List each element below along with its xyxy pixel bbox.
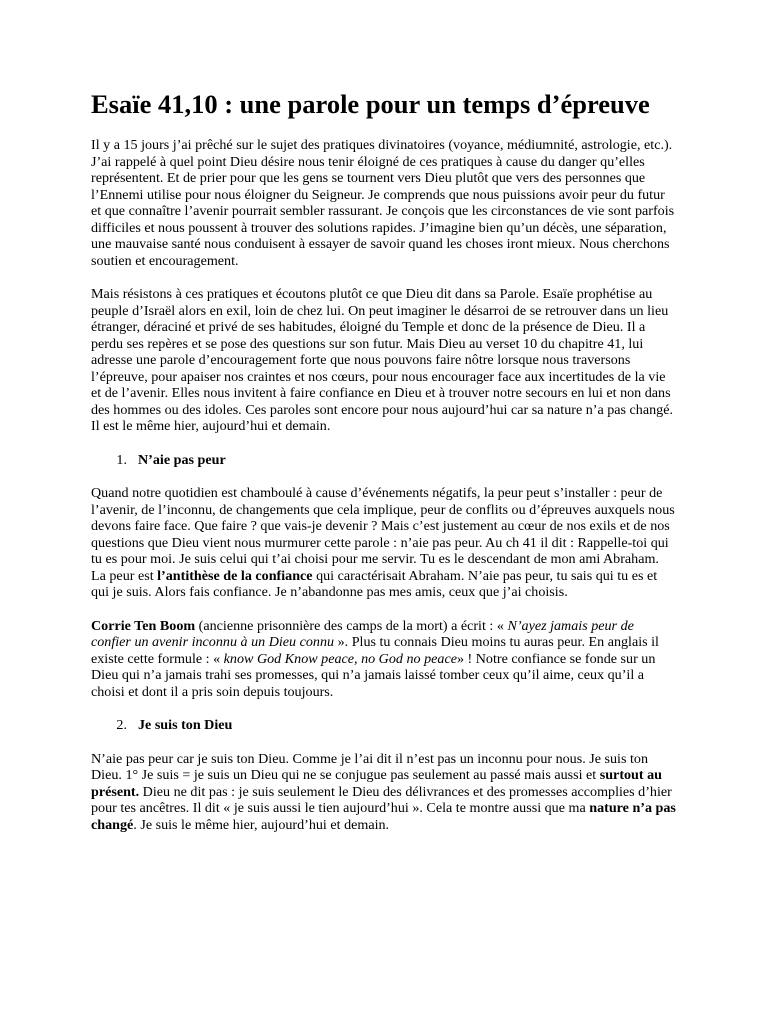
section-heading-2 xyxy=(91,717,677,734)
section-number-2: 2. xyxy=(116,717,127,733)
section-title-1: N’aie pas peur xyxy=(138,451,226,468)
paragraph-corrie-text-c: » ! Notre confiance se fonde sur un Dieu qui n’a jamais trahi ses promesses, qui n’a jamais laissé tomber ceux qu’il aime, ceux qu’il a choisi et dont il a pris soin depuis toujours. xyxy=(91,650,656,700)
paragraph-context: Mais résistons à ces pratiques et écoutons plutôt ce que Dieu dit dans sa Parole. Esaïe prophétise au peuple d’Israël alors en exil, loin de chez lui. On peut imaginer le désarroi de se retrouver dans un lieu étranger, déraciné et privé de ses habitudes, éloigné du Temple et donc de la présence de Dieu. Il a perdu ses repères et se pose des questions sur son futur. Mais Dieu au verset 10 du chapitre 41, lui adresse une parole d’encouragement forte que nous pouvons faire nôtre lorsque nous traversons l’épreuve, pour apaiser nos craintes et nos cœurs, pour nous encourager face aux incertitudes de la vie et de l’avenir. Elles nous invitent à faire confiance en Dieu et à trouver notre secours en lui et non dans des hommes ou des idoles. Ces paroles sont encore pour nous aujourd’hui car sa nature n’a pas changé. Il est le même hier, aujourd’hui et demain. xyxy=(91,286,673,434)
paragraph-god-text-a: N’aie pas peur car je suis ton Dieu. Comme je l’ai dit il n’est pas un inconnu pour nous. Je suis ton Dieu. 1° Je suis = je suis un Dieu qui ne se conjugue pas seulement au passé mais aussi et xyxy=(91,750,648,783)
paragraph-god-bold-2: nature n’a pas changé xyxy=(91,800,676,833)
section-heading-1 xyxy=(91,452,677,469)
author-name: Corrie Ten Boom xyxy=(91,617,196,634)
quote-english: know God Know peace, no God no peace xyxy=(223,650,457,667)
paragraph-god-bold-1: surtout au présent. xyxy=(91,767,662,800)
document-page xyxy=(91,88,677,850)
paragraph-fear xyxy=(91,485,677,601)
paragraph-corrie-text-b: ». Plus tu connais Dieu moins tu auras peur. En anglais il existe cette formule : « xyxy=(91,634,659,667)
quote-french: N’ayez jamais peur de confier un avenir inconnu à un Dieu connu xyxy=(91,617,634,650)
page-title: Esaïe 41,10 : une parole pour un temps d’épreuve xyxy=(91,89,650,119)
paragraph-corrie xyxy=(91,618,677,701)
paragraph-fear-text-c: qui caractérisait Abraham. N’aie pas peur, tu sais qui tu es et qui je suis. Alors fais confiance. Je n’abandonne pas mes amis, ceux que j’ai choisis. xyxy=(91,567,658,600)
paragraph-god-text-c: Dieu ne dit pas : je suis seulement le Dieu des délivrances et des promesses accomplies d’hier pour tes ancêtres. Il dit « je suis aussi le tien aujourd’hui ». Cela te montre aussi que ma xyxy=(91,783,672,816)
paragraph-fear-bold: l’antithèse de la confiance xyxy=(157,567,313,584)
paragraph-intro: Il y a 15 jours j’ai prêché sur le sujet des pratiques divinatoires (voyance, médiumnité, astrologie, etc.). J’ai rappelé à quel point Dieu désire nous tenir éloigné de ces pratiques à cause du danger qu’elles représentent. Et de prier pour que les gens se tournent vers Dieu plutôt que vers des personnes que l’Ennemi utilise pour nous éloigner du Seigneur. Je comprends que nous puissions avoir peur du futur et que connaître l’avenir pourrait sembler rassurant. Je conçois que les circonstances de vie sont parfois difficiles et nous poussent à trouver des solutions rapides. J’imagine bien qu’un décès, une séparation, une mauvaise santé nous conduisent à essayer de savoir quand les choses iront mieux. Nous cherchons soutien et encouragement. xyxy=(91,137,675,269)
section-title-2: Je suis ton Dieu xyxy=(138,717,233,733)
paragraph-god xyxy=(91,751,677,834)
paragraph-god-text-e: . Je suis le même hier, aujourd’hui et demain. xyxy=(133,816,390,833)
section-number-1: 1. xyxy=(116,451,127,468)
paragraph-fear-text-a: Quand notre quotidien est chamboulé à cause d’événements négatifs, la peur peut s’installer : peur de l’avenir, de l’inconnu, de changements que cela implique, peur de conflits ou d’épreuves auxquels nous devons faire face. Que faire ? que vais-je devenir ? Mais c’est justement au cœur de nos exils et de nos questions que Dieu vient nous murmurer cette parole : n’aie pas peur. Au ch 41 il dit : Rappelle-toi qui tu es pour moi. Je suis celui qui t’ai choisi pour me servir. Tu es le descendant de mon ami Abraham. La peur est xyxy=(91,485,675,584)
paragraph-corrie-text-a: (ancienne prisonnière des camps de la mort) a écrit : « xyxy=(195,617,508,634)
